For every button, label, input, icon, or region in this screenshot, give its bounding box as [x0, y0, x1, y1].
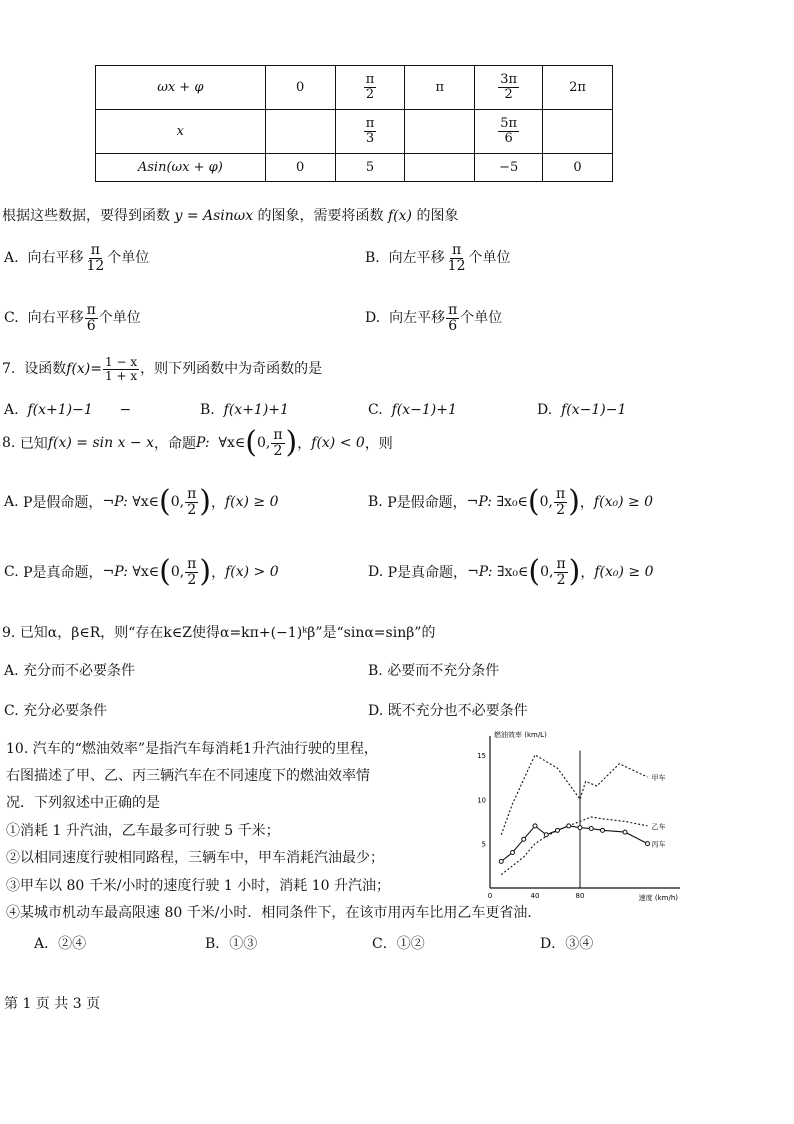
cell: $\frac{3\pi}{2}$ [475, 66, 543, 110]
q7-option-d[interactable]: D. f(x−1)−1 [537, 402, 627, 418]
q10-option-d[interactable]: D．③④ [540, 936, 594, 952]
q8-option-b[interactable]: B. P是假命题， ¬P: ∃x₀∈ ( 0, $\frac{\pi}{2}$ ) ， f(x₀) ≥ 0 [368, 484, 654, 520]
q8-option-c[interactable]: C. P是真命题， ¬P: ∀x∈ ( 0, $\frac{\pi}{2}$ ) ， f(x) > 0 [4, 554, 279, 590]
q10-option-b[interactable]: B．①③ [205, 936, 258, 952]
q10-statement-1: ①消耗 1 升汽油，乙车最多可行驶 5 千米； [6, 823, 280, 839]
data-point [589, 827, 593, 831]
y-tick-label: 5 [481, 840, 486, 849]
q10-line2: 右图描述了甲、乙、丙三辆汽车在不同速度下的燃油效率情 [6, 768, 370, 784]
page-footer: 第 1 页 共 3 页 [4, 996, 101, 1012]
q7-stem: 7. 设函数f(x)= $\frac{1 - x}{1 + x}$ ，则下列函数中为奇函数的是 [2, 355, 323, 383]
data-point [556, 828, 560, 832]
q8-stem: 8. 已知 f(x) = sin x − x ，命题 P: ∀x∈ ( 0, $\frac{\pi}{2}$ ) ， f(x) < 0 ，则 [2, 425, 393, 461]
row1-label: ωx + φ [96, 66, 266, 110]
cell: 5 [335, 154, 405, 182]
q10-statement-3: ③甲车以 80 千米/小时的速度行驶 1 小时，消耗 10 升汽油； [6, 878, 390, 894]
q9-option-a[interactable]: A. 充分而不必要条件 [4, 663, 136, 679]
q10-line3: 况．下列叙述中正确的是 [6, 795, 160, 811]
x-tick-label: 40 [530, 892, 540, 900]
cell [405, 154, 475, 182]
q10-statement-4: ④某城市机动车最高限速 80 千米/小时．相同条件下，在该市用丙车比用乙车更省油． [6, 905, 542, 921]
row3-label: Asin(ωx + φ) [96, 154, 266, 182]
q6-option-c[interactable]: C. 向右平移 $\frac{\pi}{6}$ 个单位 [4, 302, 141, 334]
data-point [567, 824, 571, 828]
data-point [533, 824, 537, 828]
q7-option-b[interactable]: B. f(x+1)+1 [200, 402, 289, 418]
q10-option-c[interactable]: C．①② [372, 936, 425, 952]
cell: 0 [265, 66, 335, 110]
data-point [623, 830, 627, 834]
q8-option-d[interactable]: D. P是真命题， ¬P: ∃x₀∈ ( 0, $\frac{\pi}{2}$ ) ， f(x₀) ≥ 0 [368, 554, 654, 590]
series-line-1 [501, 817, 647, 875]
data-point [499, 859, 503, 863]
series-label: 甲车 [651, 774, 666, 783]
data-point [511, 851, 515, 855]
q10-option-a[interactable]: A．②④ [34, 936, 87, 952]
cell: 0 [543, 154, 613, 182]
q7-option-a[interactable]: A. f(x+1)−1 − [4, 402, 132, 418]
q7-option-c[interactable]: C. f(x−1)+1 [368, 402, 457, 418]
x-tick-label: 80 [575, 892, 585, 900]
cell: π [405, 66, 475, 110]
q10-line1: 10. 汽车的“燃油效率”是指汽车每消耗1升汽油行驶的里程， [6, 741, 378, 757]
data-point [601, 828, 605, 832]
q10-statement-2: ②以相同速度行驶相同路程，三辆车中，甲车消耗汽油最少； [6, 850, 384, 866]
q6-option-a[interactable]: A. 向右平移 $\frac{\pi}{12}$ 个单位 [4, 242, 150, 274]
cell [543, 110, 613, 154]
q6-option-b[interactable]: B. 向左平移 $\frac{\pi}{12}$ 个单位 [365, 242, 511, 274]
q8-option-a[interactable]: A. P是假命题， ¬P: ∀x∈ ( 0, $\frac{\pi}{2}$ ) ， f(x) ≥ 0 [4, 484, 279, 520]
q9-option-d[interactable]: D. 既不充分也不必要条件 [368, 703, 528, 719]
data-point [522, 837, 526, 841]
cell: $\frac{\pi}{3}$ [335, 110, 405, 154]
cell [405, 110, 475, 154]
y-tick-label: 10 [477, 796, 486, 805]
q9-option-b[interactable]: B. 必要而不充分条件 [368, 663, 500, 679]
series-line-0 [501, 755, 647, 835]
cell: 0 [265, 154, 335, 182]
data-point [646, 842, 650, 846]
series-label: 乙车 [651, 822, 666, 831]
data-point [578, 826, 582, 830]
q6-stem: 根据这些数据，要得到函数 y = Asinωx 的图象，需要将函数 f(x) 的图象 [2, 208, 459, 224]
fuel-efficiency-chart [476, 728, 698, 908]
cell [265, 110, 335, 154]
cell: −5 [475, 154, 543, 182]
q9-option-c[interactable]: C. 充分必要条件 [4, 703, 108, 719]
row2-label: x [96, 110, 266, 154]
series-label: 丙车 [651, 840, 666, 849]
y-axis-label: 燃油效率 (km/L) [494, 731, 547, 739]
value-table [95, 65, 613, 182]
y-tick-label: 15 [477, 751, 486, 760]
x-tick-label: 0 [487, 892, 493, 900]
q6-option-d[interactable]: D. 向左平移 $\frac{\pi}{6}$ 个单位 [365, 302, 503, 334]
cell: 2π [543, 66, 613, 110]
q9-stem: 9. 已知α，β∈R，则“存在k∈Z使得α=kπ+(−1)ᵏβ”是“sinα=sinβ”的 [2, 625, 436, 641]
x-axis-label: 速度 (km/h) [638, 894, 678, 902]
cell: $\frac{5\pi}{6}$ [475, 110, 543, 154]
cell: $\frac{\pi}{2}$ [335, 66, 405, 110]
data-point [544, 833, 548, 837]
